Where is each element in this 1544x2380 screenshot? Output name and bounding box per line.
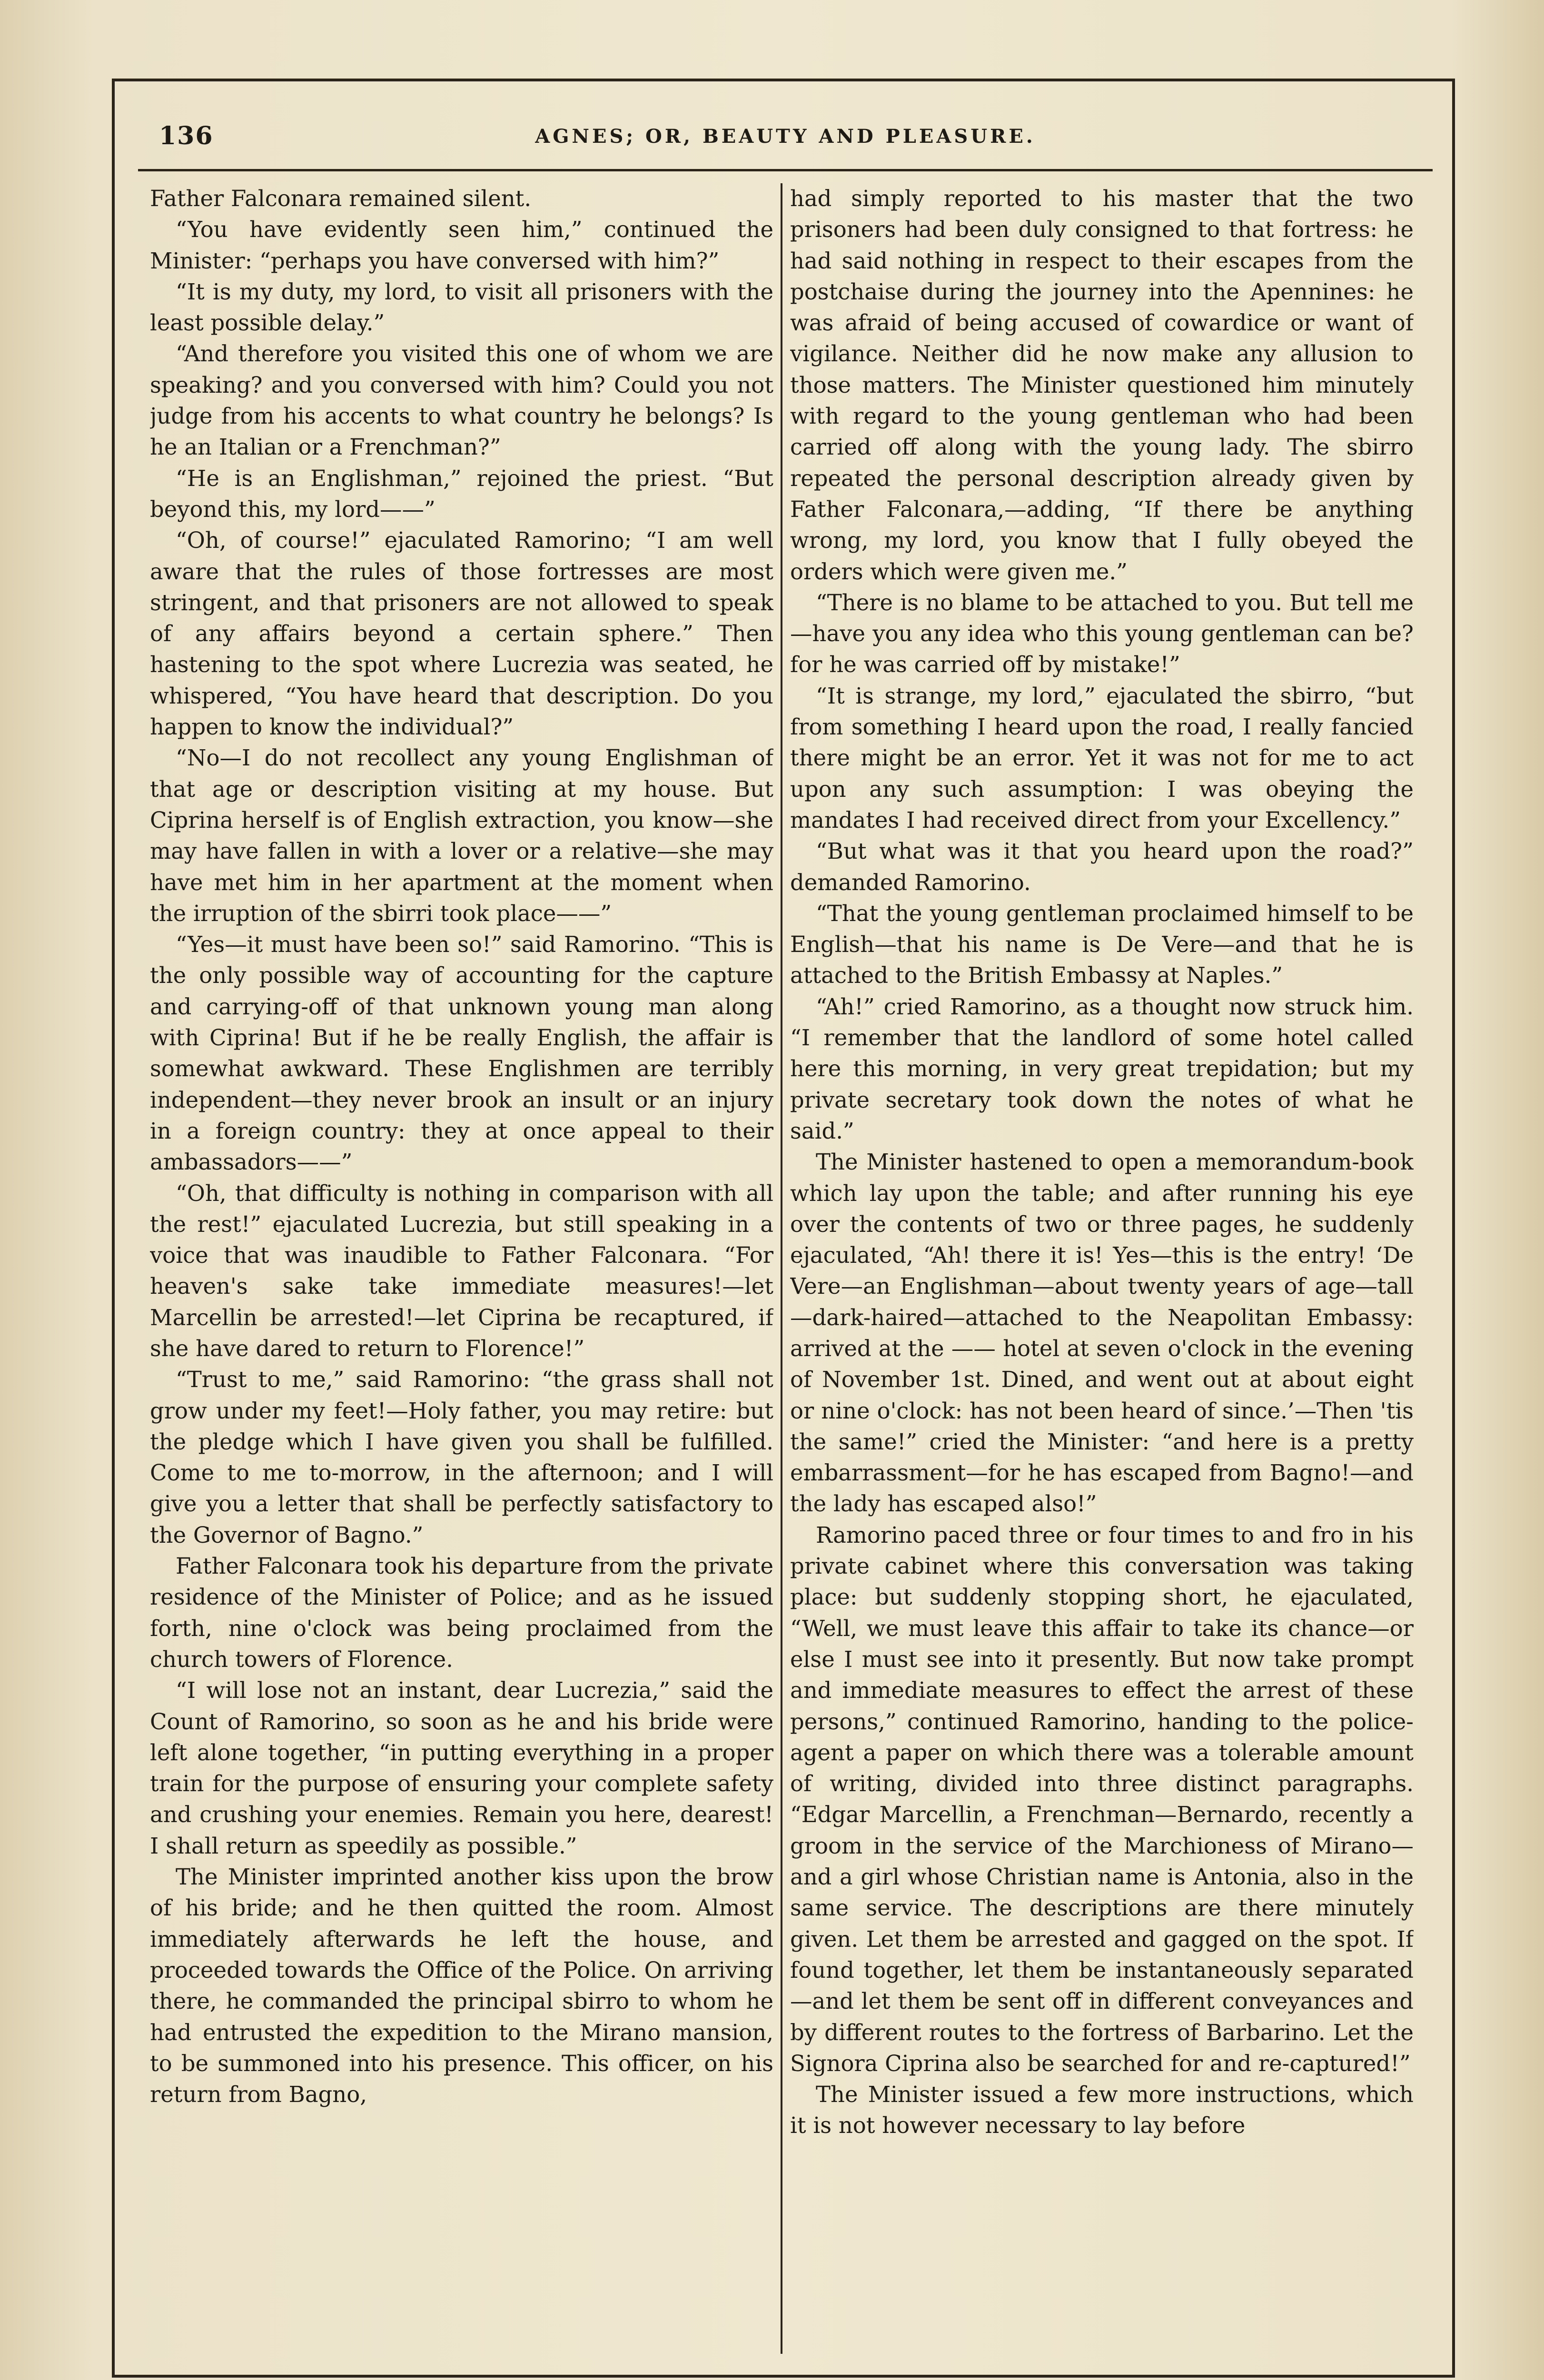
paragraph: Father Falconara remained silent. xyxy=(150,186,532,211)
right-column xyxy=(790,183,1414,2354)
paragraph: Ramorino paced three or four times to and fro in his private cabinet where this conversation was taking place: but suddenly stopping short, he ejaculated, “Well, we must leave this affair to take its chance—or else I must see into it presently. But now take prompt and immediate measures to effect the arrest of these persons,” continued Ramorino, handing to the police-agent a paper on which there was a tolerable amount of writing, divided into three distinct paragraphs. “Edgar Marcellin, a Frenchman—Bernardo, recently a groom in the service of the Marchioness of Mirano—and a girl whose Christian name is Antonia, also in the same service. The descriptions are there minutely given. Let them be arrested and gagged on the spot. If found together, let them be instantaneously separated—and let them be sent off in different conveyances and by different routes to the fortress of Barbarino. Let the Signora Ciprina also be searched for and re-captured!” xyxy=(790,1522,1414,2076)
page-header xyxy=(138,121,1433,169)
paragraph: “That the young gentleman proclaimed himself to be English—that his name is De Vere—and that he is attached to the British Embassy at Naples.” xyxy=(790,900,1414,989)
paragraph: “And therefore you visited this one of whom we are speaking? and you conversed with him? Could you not judge from his accents to what country he belongs? Is he an Italian or a Frenchman?” xyxy=(150,341,773,460)
paragraph: The Minister imprinted another kiss upon the brow of his bride; and he then quitted the room. Almost immediately afterwards he left the house, and proceeded towards the Office of the Police. On arriving there, he commanded the principal sbirro to whom he had entrusted the expedition to the Mirano mansion, to be summoned into his presence. This officer, on his return from Bagno, xyxy=(150,1864,773,2108)
running-title: AGNES; OR, BEAUTY AND PLEASURE. xyxy=(535,125,1036,148)
paragraph: “It is my duty, my lord, to visit all prisoners with the least possible delay.” xyxy=(150,278,773,336)
paragraph: “He is an Englishman,” rejoined the priest. “But beyond this, my lord——” xyxy=(150,465,773,522)
paragraph: had simply reported to his master that the two prisoners had been duly consigned to that fortress: he had said nothing in respect to their escapes from the postchaise during the journey into the Apennines: he was afraid of being accused of cowardice or want of vigilance. Neither did he now make any allusion to those matters. The Minister questioned him minutely with regard to the young gentleman who had been carried off along with the young lady. The sbirro repeated the personal description already given by Father Falconara,—adding, “If there be anything wrong, my lord, you know that I fully obeyed the orders which were given me.” xyxy=(790,186,1414,585)
paragraph: “Oh, of course!” ejaculated Ramorino; “I am well aware that the rules of those fortresses are most stringent, and that prisoners are not allowed to speak of any affairs beyond a certain sphere.” Then hastening to the spot where Lucrezia was seated, he whispered, “You have heard that description. Do you happen to know the individual?” xyxy=(150,527,773,740)
paragraph: The Minister hastened to open a memorandum-book which lay upon the table; and after running his eye over the contents of two or three pages, he suddenly ejaculated, “Ah! there it is! Yes—this is the entry! ‘De Vere—an Englishman—about twenty years of age—tall—dark-haired—attached to the Neapolitan Embassy: arrived at the —— hotel at seven o'clock in the evening of November 1st. Dined, and went out at about eight or nine o'clock: has not been heard of since.’—Then 'tis the same!” cried the Minister: “and here is a pretty embarrassment—for he has escaped from Bagno!—and the lady has escaped also!” xyxy=(790,1149,1414,1517)
paragraph: “But what was it that you heard upon the road?” demanded Ramorino. xyxy=(790,838,1414,895)
paragraph: Father Falconara took his departure from the private residence of the Minister of Police; and as he issued forth, nine o'clock was being proclaimed from the church towers of Florence. xyxy=(150,1553,773,1672)
left-column xyxy=(150,183,773,2354)
header-rule xyxy=(138,169,1433,171)
paragraph: “It is strange, my lord,” ejaculated the sbirro, “but from something I heard upon the road, I really fancied there might be an error. Yet it was not for me to act upon any such assumption: I was obeying the mandates I had received direct from your Excellency.” xyxy=(790,683,1414,833)
paragraph: “No—I do not recollect any young Englishman of that age or description visiting at my house. But Ciprina herself is of English extraction, you know—she may have fallen in with a lover or a relative—she may have met him in her apartment at the moment when the irruption of the sbirri took place——” xyxy=(150,745,773,926)
paragraph: “Yes—it must have been so!” said Ramorino. “This is the only possible way of accounting for the capture and carrying-off of that unknown young man along with Ciprina! But if he be really English, the affair is somewhat awkward. These Englishmen are terribly independent—they never brook an insult or an injury in a foreign country: they at once appeal to their ambassadors——” xyxy=(150,932,773,1175)
paragraph: “I will lose not an instant, dear Lucrezia,” said the Count of Ramorino, so soon as he and his bride were left alone together, “in putting everything in a proper train for the purpose of ensuring your complete safety and crushing your enemies. Remain you here, dearest! I shall return as speedily as possible.” xyxy=(150,1677,773,1859)
page-number: 136 xyxy=(159,121,214,150)
column-divider xyxy=(781,183,782,2354)
paragraph: “Trust to me,” said Ramorino: “the grass shall not grow under my feet!—Holy father, you may retire: but the pledge which I have given you shall be fulfilled. Come to me to-morrow, in the afternoon; and I will give you a letter that shall be perfectly satisfactory to the Governor of Bagno.” xyxy=(150,1367,773,1548)
paragraph: “Ah!” cried Ramorino, as a thought now struck him. “I remember that the landlord of some hotel called here this morning, in very great trepidation; but my private secretary took down the notes of what he said.” xyxy=(790,993,1414,1144)
paragraph: “You have evidently seen him,” continued the Minister: “perhaps you have conversed with him?” xyxy=(150,217,773,274)
paragraph: “There is no blame to be attached to you. But tell me—have you any idea who this young gentleman can be? for he was carried off by mistake!” xyxy=(790,589,1414,678)
paragraph: “Oh, that difficulty is nothing in comparison with all the rest!” ejaculated Lucrezia, but still speaking in a voice that was inaudible to Father Falconara. “For heaven's sake take immediate measures!—let Marcellin be arrested!—let Ciprina be recaptured, if she have dared to return to Florence!” xyxy=(150,1180,773,1361)
paragraph: The Minister issued a few more instructions, which it is not however necessary to lay before xyxy=(790,2082,1414,2139)
